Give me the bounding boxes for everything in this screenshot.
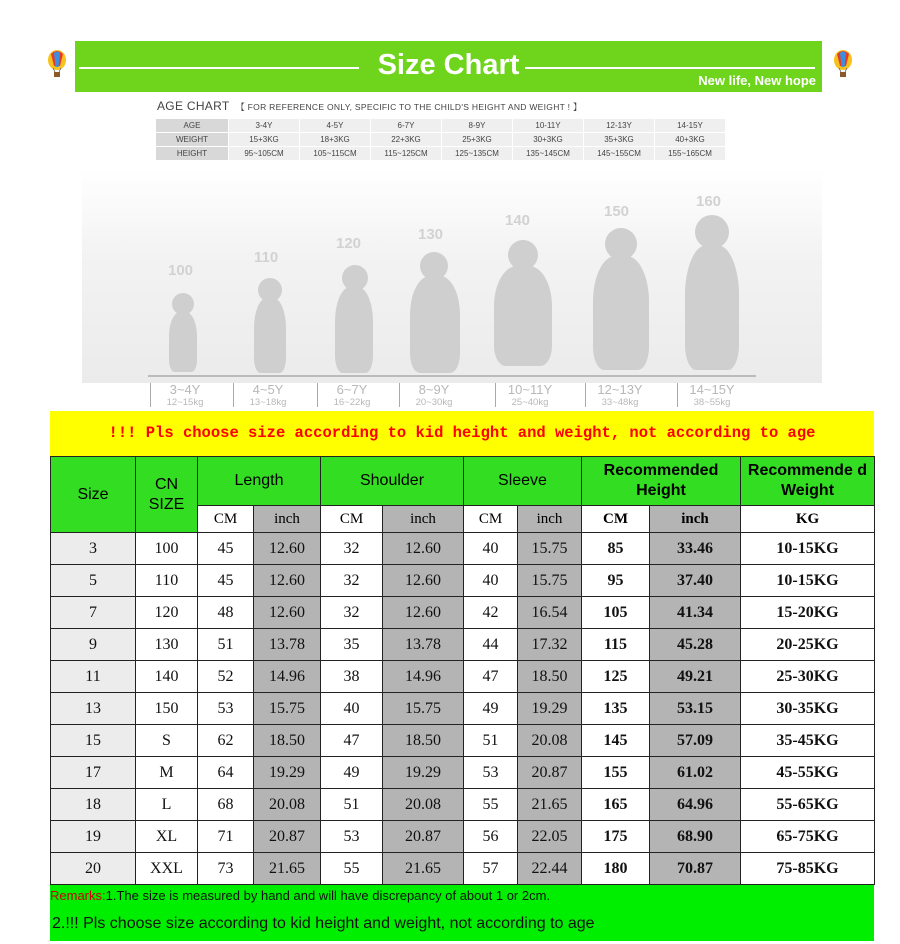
table-cell: 22.05 bbox=[518, 821, 582, 853]
table-row bbox=[51, 629, 875, 661]
table-cell: 20-25KG bbox=[741, 629, 875, 661]
page-title: Size Chart bbox=[75, 49, 822, 82]
table-cell: 3 bbox=[51, 533, 136, 565]
kid-age-label: 14~15Y 38~55kg bbox=[677, 383, 747, 409]
table-cell: 20 bbox=[51, 853, 136, 885]
kid-age-label: 6~7Y 16~22kg bbox=[317, 383, 387, 409]
table-cell: 45 bbox=[198, 565, 254, 597]
table-cell: M bbox=[136, 757, 198, 789]
table-cell: 41.34 bbox=[650, 597, 741, 629]
weight-row: WEIGHT 15+3KG 18+3KG 22+3KG 25+3KG 30+3KG 35+3KG 40+3KG bbox=[156, 133, 726, 147]
table-cell: 13.78 bbox=[383, 629, 464, 661]
table-cell: 12.60 bbox=[254, 565, 321, 597]
table-cell: 9 bbox=[51, 629, 136, 661]
table-cell: 32 bbox=[321, 597, 383, 629]
age-chart-heading: AGE CHART 【 FOR REFERENCE ONLY, SPECIFIC TO THE CHILD'S HEIGHT AND WEIGHT ! 】 bbox=[157, 99, 582, 113]
table-cell: 30-35KG bbox=[741, 693, 875, 725]
table-cell: 51 bbox=[464, 725, 518, 757]
table-cell: 49 bbox=[321, 757, 383, 789]
table-cell: 105 bbox=[582, 597, 650, 629]
table-cell: 57 bbox=[464, 853, 518, 885]
table-row bbox=[51, 853, 875, 885]
table-cell: 33.46 bbox=[650, 533, 741, 565]
table-cell: 15.75 bbox=[518, 533, 582, 565]
table-unit-row: CM inch CM inch CM inch CM inch KG bbox=[51, 506, 875, 533]
table-cell: 40 bbox=[464, 565, 518, 597]
table-cell: 45.28 bbox=[650, 629, 741, 661]
table-cell: 17.32 bbox=[518, 629, 582, 661]
table-header-row bbox=[51, 457, 875, 506]
table-cell: 110 bbox=[136, 565, 198, 597]
age-chart-note: 【 FOR REFERENCE ONLY, SPECIFIC TO THE CHILD'S HEIGHT AND WEIGHT ! 】 bbox=[236, 102, 582, 112]
col-size: Size bbox=[51, 457, 136, 533]
table-cell: 45 bbox=[198, 533, 254, 565]
table-cell: 40 bbox=[321, 693, 383, 725]
table-cell: 53.15 bbox=[650, 693, 741, 725]
table-cell: 16.54 bbox=[518, 597, 582, 629]
table-cell: 53 bbox=[198, 693, 254, 725]
table-cell: 5 bbox=[51, 565, 136, 597]
table-cell: 10-15KG bbox=[741, 565, 875, 597]
table-cell: 55-65KG bbox=[741, 789, 875, 821]
table-cell: 48 bbox=[198, 597, 254, 629]
table-row bbox=[51, 597, 875, 629]
col-shoulder: Shoulder bbox=[321, 457, 464, 506]
table-cell: 95 bbox=[582, 565, 650, 597]
table-cell: 15.75 bbox=[383, 693, 464, 725]
note-bottom: 2.!!! Pls choose size according to kid height and weight, not according to age bbox=[50, 907, 874, 941]
kid-age-label: 3~4Y 12~15kg bbox=[150, 383, 220, 409]
table-cell: 62 bbox=[198, 725, 254, 757]
table-row bbox=[51, 789, 875, 821]
table-cell: 180 bbox=[582, 853, 650, 885]
table-cell: 37.40 bbox=[650, 565, 741, 597]
table-cell: 20.87 bbox=[383, 821, 464, 853]
table-cell: 14.96 bbox=[383, 661, 464, 693]
table-cell: 130 bbox=[136, 629, 198, 661]
table-cell: 22.44 bbox=[518, 853, 582, 885]
table-cell: 44 bbox=[464, 629, 518, 661]
table-cell: 51 bbox=[198, 629, 254, 661]
table-cell: 85 bbox=[582, 533, 650, 565]
table-cell: 15-20KG bbox=[741, 597, 875, 629]
table-cell: 49 bbox=[464, 693, 518, 725]
table-cell: 64 bbox=[198, 757, 254, 789]
table-cell: 32 bbox=[321, 533, 383, 565]
table-cell: 20.08 bbox=[518, 725, 582, 757]
kid-height-label: 130 bbox=[418, 226, 444, 243]
table-cell: 53 bbox=[464, 757, 518, 789]
table-cell: 25-30KG bbox=[741, 661, 875, 693]
table-cell: 115 bbox=[582, 629, 650, 661]
remarks: Remarks:1.The size is measured by hand and will have discrepancy of about 1 or 2cm. bbox=[50, 885, 874, 907]
table-cell: XXL bbox=[136, 853, 198, 885]
table-cell: 20.87 bbox=[254, 821, 321, 853]
table-cell: 12.60 bbox=[383, 565, 464, 597]
table-cell: 70.87 bbox=[650, 853, 741, 885]
table-row bbox=[51, 757, 875, 789]
table-cell: 40 bbox=[464, 533, 518, 565]
height-row: HEIGHT 95~105CM 105~115CM 115~125CM 125~135CM 135~145CM 145~155CM 155~165CM bbox=[156, 147, 726, 161]
table-cell: 17 bbox=[51, 757, 136, 789]
table-cell: 73 bbox=[198, 853, 254, 885]
table-cell: 55 bbox=[464, 789, 518, 821]
table-cell: 15 bbox=[51, 725, 136, 757]
table-cell: 18.50 bbox=[518, 661, 582, 693]
col-recommended-weight: Recommende d Weight bbox=[741, 457, 875, 506]
kid-height-label: 100 bbox=[168, 262, 194, 279]
table-cell: 19.29 bbox=[254, 757, 321, 789]
warning-banner: !!! Pls choose size according to kid height and weight, not according to age bbox=[50, 411, 874, 456]
table-cell: 68.90 bbox=[650, 821, 741, 853]
table-cell: 12.60 bbox=[383, 597, 464, 629]
table-cell: 47 bbox=[464, 661, 518, 693]
table-cell: 47 bbox=[321, 725, 383, 757]
table-cell: 100 bbox=[136, 533, 198, 565]
col-sleeve: Sleeve bbox=[464, 457, 582, 506]
kid-height-label: 110 bbox=[254, 249, 279, 266]
table-cell: 13.78 bbox=[254, 629, 321, 661]
table-cell: 10-15KG bbox=[741, 533, 875, 565]
table-cell: 12.60 bbox=[254, 597, 321, 629]
kid-height-label: 140 bbox=[505, 212, 531, 229]
table-cell: 71 bbox=[198, 821, 254, 853]
table-cell: 61.02 bbox=[650, 757, 741, 789]
page-subtitle: New life, New hope bbox=[698, 73, 816, 88]
size-table bbox=[50, 456, 875, 885]
table-cell: 42 bbox=[464, 597, 518, 629]
table-cell: 19.29 bbox=[383, 757, 464, 789]
header-banner bbox=[75, 41, 822, 92]
table-cell: 18.50 bbox=[383, 725, 464, 757]
hot-air-balloon-icon bbox=[833, 50, 853, 80]
table-cell: 51 bbox=[321, 789, 383, 821]
table-cell: 55 bbox=[321, 853, 383, 885]
table-cell: 15.75 bbox=[518, 565, 582, 597]
table-row bbox=[51, 661, 875, 693]
table-cell: 21.65 bbox=[383, 853, 464, 885]
col-cn-size: CN SIZE bbox=[136, 457, 198, 533]
table-cell: 35-45KG bbox=[741, 725, 875, 757]
table-cell: 11 bbox=[51, 661, 136, 693]
table-cell: 12.60 bbox=[383, 533, 464, 565]
hot-air-balloon-icon bbox=[47, 50, 67, 80]
table-row bbox=[51, 821, 875, 853]
kid-age-label: 12~13Y 33~48kg bbox=[585, 383, 655, 409]
table-cell: 155 bbox=[582, 757, 650, 789]
kid-height-label: 120 bbox=[336, 235, 362, 252]
ground-line bbox=[148, 375, 756, 377]
size-table-body bbox=[51, 533, 875, 885]
kid-height-label: 150 bbox=[604, 203, 630, 220]
table-cell: 20.87 bbox=[518, 757, 582, 789]
kid-age-label: 8~9Y 20~30kg bbox=[399, 383, 469, 409]
table-cell: 52 bbox=[198, 661, 254, 693]
table-cell: 145 bbox=[582, 725, 650, 757]
table-cell: 140 bbox=[136, 661, 198, 693]
col-length: Length bbox=[198, 457, 321, 506]
table-cell: 64.96 bbox=[650, 789, 741, 821]
table-cell: 21.65 bbox=[254, 853, 321, 885]
age-chart-table bbox=[155, 118, 726, 161]
table-cell: 45-55KG bbox=[741, 757, 875, 789]
table-row bbox=[51, 533, 875, 565]
table-cell: 12.60 bbox=[254, 533, 321, 565]
table-cell: 165 bbox=[582, 789, 650, 821]
table-cell: 32 bbox=[321, 565, 383, 597]
table-cell: 35 bbox=[321, 629, 383, 661]
table-cell: 56 bbox=[464, 821, 518, 853]
table-cell: 18 bbox=[51, 789, 136, 821]
table-cell: 57.09 bbox=[650, 725, 741, 757]
table-cell: 150 bbox=[136, 693, 198, 725]
table-cell: 19 bbox=[51, 821, 136, 853]
table-cell: 68 bbox=[198, 789, 254, 821]
table-cell: 120 bbox=[136, 597, 198, 629]
col-recommended-height: Recommended Height bbox=[582, 457, 741, 506]
table-cell: L bbox=[136, 789, 198, 821]
table-cell: 18.50 bbox=[254, 725, 321, 757]
table-row bbox=[51, 565, 875, 597]
table-cell: 65-75KG bbox=[741, 821, 875, 853]
table-cell: 13 bbox=[51, 693, 136, 725]
table-cell: 75-85KG bbox=[741, 853, 875, 885]
table-cell: 19.29 bbox=[518, 693, 582, 725]
kid-age-label: 10~11Y 25~40kg bbox=[495, 383, 565, 409]
table-cell: 21.65 bbox=[518, 789, 582, 821]
table-cell: 20.08 bbox=[254, 789, 321, 821]
age-row: AGE 3-4Y 4-5Y 6-7Y 8-9Y 10-11Y 12-13Y 14-15Y bbox=[156, 119, 726, 133]
table-row bbox=[51, 725, 875, 757]
table-cell: S bbox=[136, 725, 198, 757]
table-cell: 125 bbox=[582, 661, 650, 693]
table-cell: 49.21 bbox=[650, 661, 741, 693]
table-row bbox=[51, 693, 875, 725]
table-cell: 20.08 bbox=[383, 789, 464, 821]
kid-age-label: 4~5Y 13~18kg bbox=[233, 383, 303, 409]
table-cell: XL bbox=[136, 821, 198, 853]
table-cell: 53 bbox=[321, 821, 383, 853]
table-cell: 7 bbox=[51, 597, 136, 629]
table-cell: 175 bbox=[582, 821, 650, 853]
table-cell: 135 bbox=[582, 693, 650, 725]
table-cell: 15.75 bbox=[254, 693, 321, 725]
kid-height-label: 160 bbox=[696, 193, 722, 210]
table-cell: 14.96 bbox=[254, 661, 321, 693]
table-cell: 38 bbox=[321, 661, 383, 693]
